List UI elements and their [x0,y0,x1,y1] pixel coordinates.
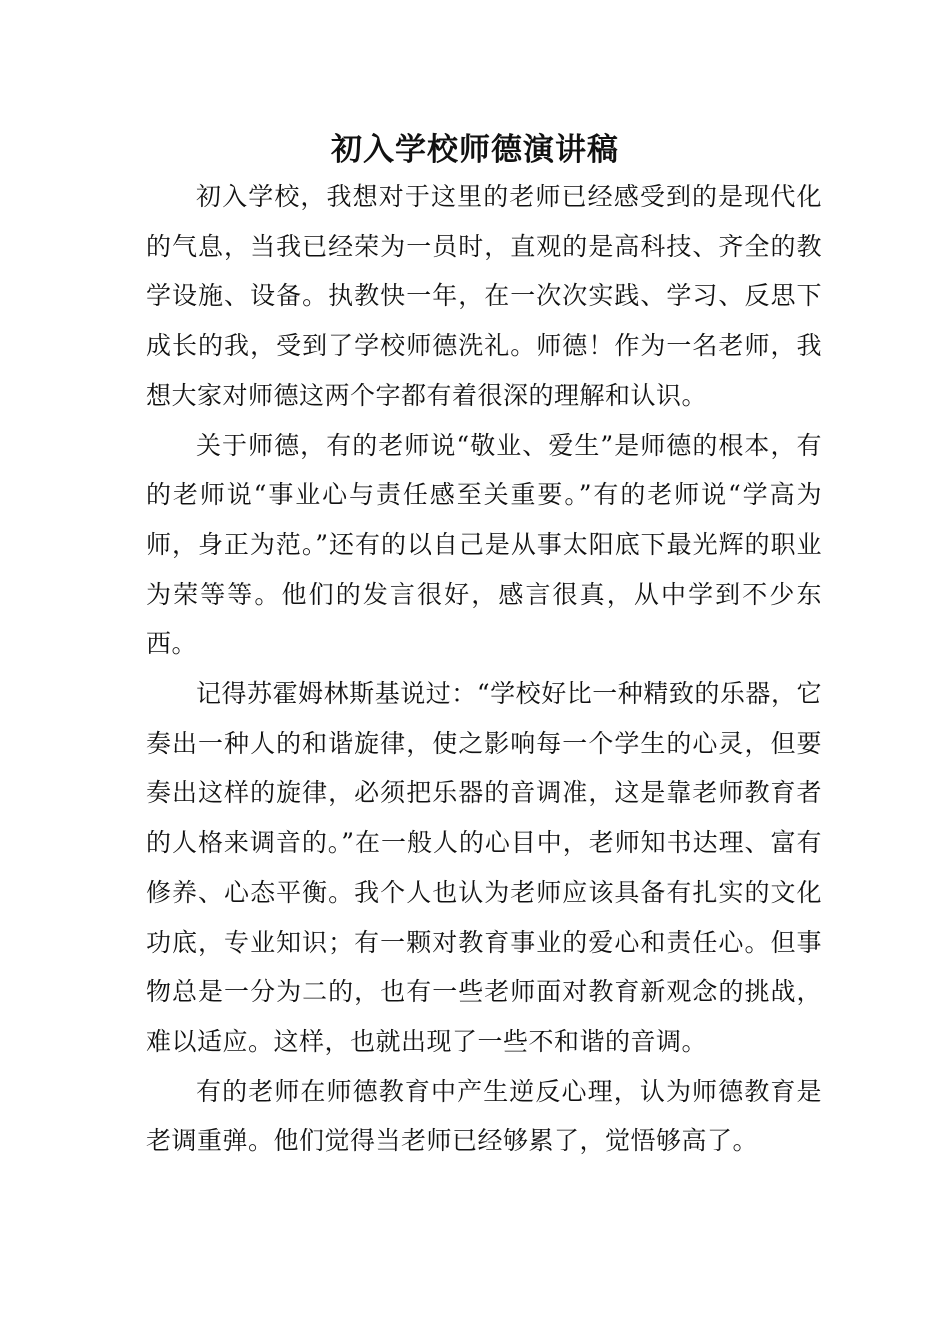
paragraph-4: 有的老师在师德教育中产生逆反心理，认为师德教育是老调重弹。他们觉得当老师已经够累了，觉悟够高了。 [146,1076,822,1156]
paragraph-1: 初入学校，我想对于这里的老师已经感受到的是现代化的气息，当我已经荣为一员时，直观的是高科技、齐全的教学设施、设备。执教快一年，在一次次实践、学习、反思下成长的我，受到了学校师德洗礼。师德！作为一名老师，我想大家对师德这两个字都有着很深的理解和认识。 [146,182,822,410]
document-body [146,172,822,1166]
paragraph-2: 关于师德，有的老师说“敬业、爱生”是师德的根本，有的老师说“事业心与责任感至关重要。”有的老师说“学高为师，身正为范。”还有的以自己是从事太阳底下最光辉的职业为荣等等。他们的发言很好，感言很真，从中学到不少东西。 [146,430,822,659]
paragraph-3: 记得苏霍姆林斯基说过：“学校好比一种精致的乐器，它奏出一种人的和谐旋律，使之影响每一个学生的心灵，但要奏出这样的旋律，必须把乐器的音调准，这是靠老师教育者的人格来调音的。”在一般人的心目中，老师知书达理、富有修养、心态平衡。我个人也认为老师应该具备有扎实的文化功底，专业知识；有一颗对教育事业的爱心和责任心。但事物总是一分为二的，也有一些老师面对教育新观念的挑战，难以适应。这样，也就出现了一些不和谐的音调。 [146,679,822,1056]
document-title: 初入学校师德演讲稿 [331,132,619,168]
